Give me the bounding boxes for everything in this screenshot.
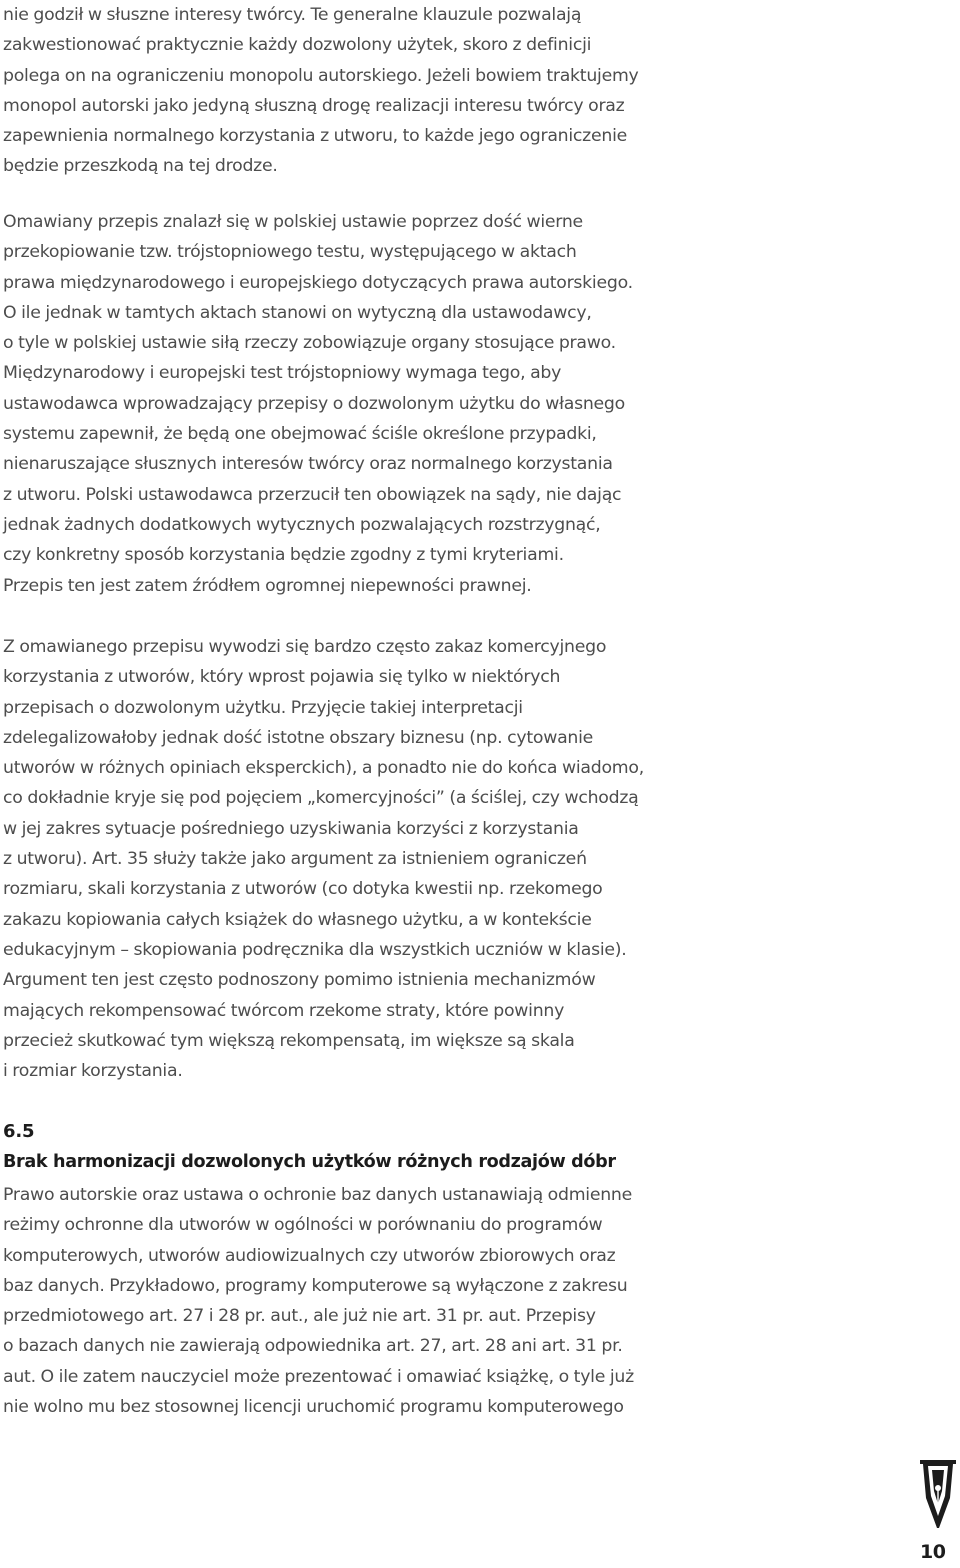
- text-line: z utworu). Art. 35 służy także jako argument za istnieniem ograniczeń: [3, 849, 587, 870]
- text-line: Międzynarodowy i europejski test trójstopniowy wymaga tego, aby: [3, 363, 562, 384]
- text-line: Przepis ten jest zatem źródłem ogromnej niepewności prawnej.: [3, 575, 532, 596]
- text-line: zakwestionować praktycznie każdy dozwolony użytek, skoro z definicji: [3, 35, 592, 56]
- text-line: baz danych. Przykładowo, programy komputerowe są wyłączone z zakresu: [3, 1275, 628, 1296]
- text-line: O ile jednak w tamtych aktach stanowi on wytyczną dla ustawodawcy,: [3, 302, 592, 323]
- paragraph-1: [3, 0, 639, 182]
- text-line: polega on na ograniczeniu monopolu autorskiego. Jeżeli bowiem traktujemy: [3, 65, 639, 86]
- text-line: monopol autorski jako jedyną słuszną drogę realizacji interesu twórcy oraz: [3, 95, 625, 116]
- page-number: 10: [920, 1541, 946, 1563]
- text-line: czy konkretny sposób korzystania będzie zgodny z tymi kryteriami.: [3, 545, 564, 566]
- text-line: co dokładnie kryje się pod pojęciem „komercyjności” (a ściślej, czy wchodzą: [3, 788, 639, 809]
- text-line: mających rekompensować twórcom rzekome straty, które powinny: [3, 1000, 565, 1021]
- text-line: nie wolno mu bez stosownej licencji uruchomić programu komputerowego: [3, 1397, 624, 1418]
- text-line: przekopiowanie tzw. trójstopniowego testu, występującego w aktach: [3, 242, 577, 263]
- text-line: o bazach danych nie zawierają odpowiednika art. 27, art. 28 ani art. 31 pr.: [3, 1336, 623, 1357]
- section-number: 6.5: [3, 1121, 35, 1142]
- text-line: Omawiany przepis znalazł się w polskiej ustawie poprzez dość wierne: [3, 212, 583, 232]
- text-line: z utworu. Polski ustawodawca przerzucił ten obowiązek na sądy, nie dając: [3, 484, 622, 505]
- text-line: reżimy ochronne dla utworów w ogólności w porównaniu do programów: [3, 1215, 603, 1236]
- text-line: rozmiaru, skali korzystania z utworów (co dotyka kwestii np. rzekomego: [3, 879, 603, 900]
- text-line: korzystania z utworów, który wprost pojawia się tylko w niektórych: [3, 667, 561, 688]
- section-title: Brak harmonizacji dozwolonych użytków różnych rodzajów dóbr: [3, 1152, 616, 1172]
- text-line: ustawodawca wprowadzający przepisy o dozwolonym użytku do własnego: [3, 393, 625, 414]
- text-line: w jej zakres sytuacje pośredniego uzyskiwania korzyści z korzystania: [3, 818, 579, 839]
- text-line: przepisach o dozwolonym użytku. Przyjęcie takiej interpretacji: [3, 697, 523, 718]
- text-line: będzie przeszkodą na tej drodze.: [3, 156, 278, 177]
- text-line: zakazu kopiowania całych książek do własnego użytku, a w kontekście: [3, 909, 592, 930]
- paragraph-2: [3, 207, 633, 601]
- text-line: nie godził w słuszne interesy twórcy. Te generalne klauzule pozwalają: [3, 5, 582, 25]
- text-line: edukacyjnym – skopiowania podręcznika dla wszystkich uczniów w klasie).: [3, 939, 627, 960]
- text-line: utworów w różnych opiniach eksperckich), a ponadto nie do końca wiadomo,: [3, 758, 644, 779]
- text-line: komputerowych, utworów audiowizualnych czy utworów zbiorowych oraz: [3, 1245, 616, 1266]
- text-line: Prawo autorskie oraz ustawa o ochronie baz danych ustanawiają odmienne: [3, 1185, 633, 1205]
- paragraph-3: [3, 632, 644, 1086]
- text-line: zdelegalizowałoby jednak dość istotne obszary biznesu (np. cytowanie: [3, 727, 594, 748]
- text-line: systemu zapewnił, że będą one obejmować ściśle określone przypadki,: [3, 424, 597, 445]
- text-line: jednak żadnych dodatkowych wytycznych pozwalających rozstrzygnąć,: [3, 514, 601, 535]
- text-line: o tyle w polskiej ustawie siłą rzeczy zobowiązuje organy stosujące prawo.: [3, 333, 616, 354]
- text-line: zapewnienia normalnego korzystania z utworu, to każde jego ograniczenie: [3, 126, 628, 147]
- text-line: przecież skutkować tym większą rekompensatą, im większe są skala: [3, 1030, 575, 1051]
- text-line: nienaruszające słusznych interesów twórcy oraz normalnego korzystania: [3, 454, 613, 475]
- pen-nib-icon: [917, 1458, 959, 1532]
- text-line: Argument ten jest często podnoszony pomimo istnienia mechanizmów: [3, 970, 596, 991]
- text-line: Z omawianego przepisu wywodzi się bardzo często zakaz komercyjnego: [3, 637, 607, 657]
- text-line: prawa międzynarodowego i europejskiego dotyczących prawa autorskiego.: [3, 272, 633, 293]
- section-paragraph: [3, 1180, 634, 1422]
- text-line: przedmiotowego art. 27 i 28 pr. aut., ale już nie art. 31 pr. aut. Przepisy: [3, 1306, 596, 1327]
- text-line: aut. O ile zatem nauczyciel może prezentować i omawiać książkę, o tyle już: [3, 1366, 634, 1387]
- text-line: i rozmiar korzystania.: [3, 1061, 183, 1082]
